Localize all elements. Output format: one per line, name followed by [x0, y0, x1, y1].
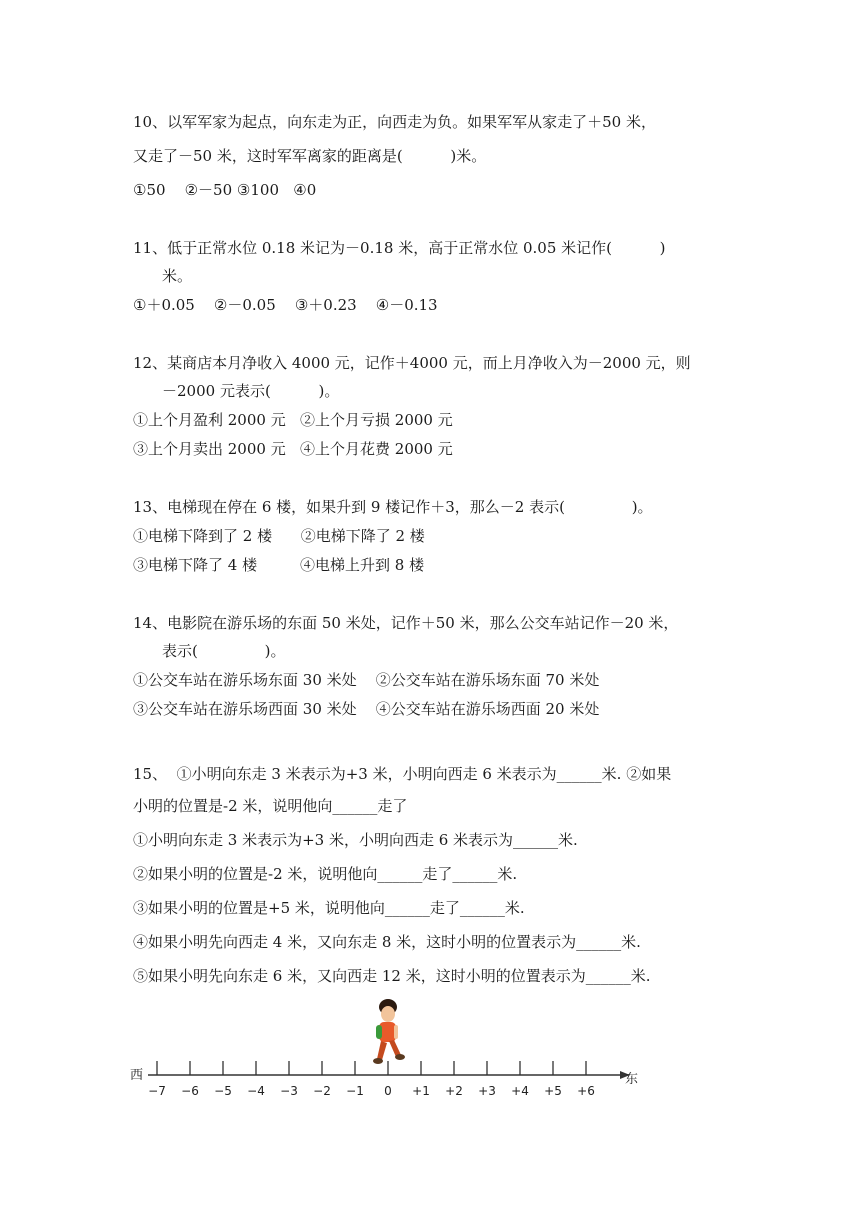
tick-label: −4 [247, 1084, 265, 1098]
q11-stem-line1: 11、低于正常水位 0.18 米记为－0.18 米，高于正常水位 0.05 米记作( ) [133, 239, 666, 257]
q14-stem-line2: 表示( )。 [162, 642, 286, 660]
tick-label: +5 [544, 1084, 562, 1098]
q14-stem-line1: 14、电影院在游乐场的东面 50 米处，记作＋50 米，那么公交车站记作－20 米， [133, 614, 679, 632]
tick-label: +4 [511, 1084, 529, 1098]
tick-label: +1 [412, 1084, 430, 1098]
q15-sub1: ①小明向东走 3 米表示为+3 米，小明向西走 6 米表示为______米. [133, 831, 578, 849]
q15-sub4: ④如果小明先向西走 4 米，又向东走 8 米，这时小明的位置表示为______米. [133, 933, 641, 951]
q15-sub3: ③如果小明的位置是+5 米，说明他向______走了______米. [133, 899, 525, 917]
tick-label: −2 [313, 1084, 331, 1098]
boy-walking-illustration [373, 999, 405, 1064]
q13-stem: 13、电梯现在停在 6 楼，如果升到 9 楼记作＋3，那么－2 表示( )。 [133, 498, 653, 516]
tick-label: +2 [445, 1084, 463, 1098]
q13-options-row2: ③电梯下降了 4 楼 ④电梯上升到 8 楼 [133, 556, 425, 574]
q15-sub2: ②如果小明的位置是-2 米，说明他向______走了______米. [133, 865, 518, 883]
q13-options-row1: ①电梯下降到了 2 楼 ②电梯下降了 2 楼 [133, 527, 425, 545]
number-line-figure [120, 995, 780, 1105]
q12-options-row2: ③上个月卖出 2000 元 ④上个月花费 2000 元 [133, 440, 453, 458]
tick-label: −6 [181, 1084, 199, 1098]
q12-stem-line2: －2000 元表示( )。 [162, 382, 340, 400]
q15-stem-line2: 小明的位置是-2 米，说明他向______走了 [133, 797, 408, 815]
q12-options-row1: ①上个月盈利 2000 元 ②上个月亏损 2000 元 [133, 411, 453, 429]
tick-label: −1 [346, 1084, 364, 1098]
tick-label: +3 [478, 1084, 496, 1098]
q14-options-row2: ③公交车站在游乐场西面 30 米处 ④公交车站在游乐场西面 20 米处 [133, 700, 600, 718]
tick-label: −3 [280, 1084, 298, 1098]
q10-stem-line1: 10、以军军家为起点，向东走为正，向西走为负。如果军军从家走了＋50 米， [133, 113, 656, 131]
q10-options: ①50 ②－50 ③100 ④0 [133, 181, 317, 199]
q11-options: ①＋0.05 ②－0.05 ③＋0.23 ④－0.13 [133, 296, 438, 314]
q10-stem-line2: 又走了－50 米，这时军军离家的距离是( )米。 [133, 147, 487, 165]
number-line-ticks [148, 1061, 595, 1098]
q15-sub5: ⑤如果小明先向东走 6 米，又向西走 12 米，这时小明的位置表示为______米. [133, 967, 651, 985]
west-label: 西 [130, 1068, 144, 1083]
q15-stem-line1: 15、 ①小明向东走 3 米表示为+3 米，小明向西走 6 米表示为______米. ②如果 [133, 765, 672, 783]
tick-label: −5 [214, 1084, 232, 1098]
q14-options-row1: ①公交车站在游乐场东面 30 米处 ②公交车站在游乐场东面 70 米处 [133, 671, 600, 689]
tick-label: −7 [148, 1084, 166, 1098]
q12-stem-line1: 12、某商店本月净收入 4000 元，记作＋4000 元，而上月净收入为－2000 元，则 [133, 354, 691, 372]
tick-label: +6 [577, 1084, 595, 1098]
east-label: 东 [625, 1072, 639, 1087]
tick-label: 0 [384, 1084, 392, 1098]
q11-stem-line2: 米。 [162, 267, 193, 285]
